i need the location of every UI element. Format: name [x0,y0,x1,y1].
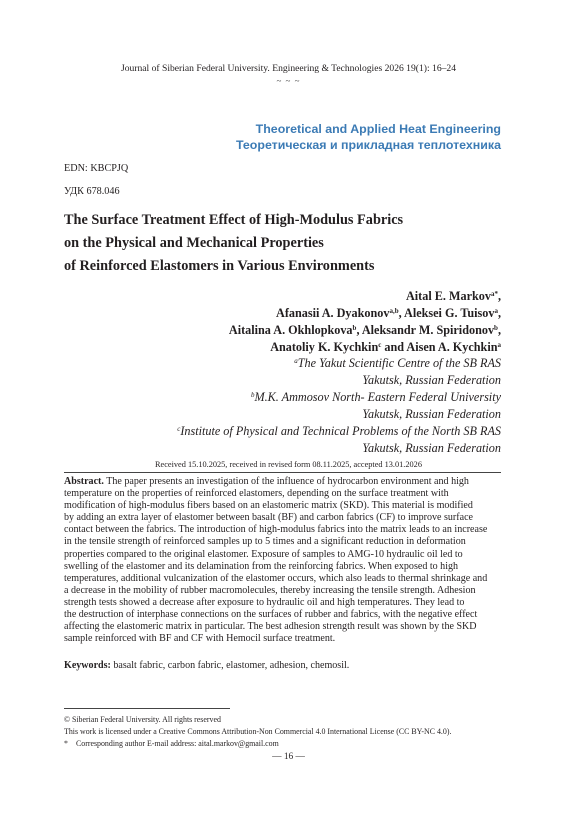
text-segment: , [497,306,501,320]
abstract-line: properties compared to the original elastomer. Exposure of samples to AMG-10 hydraulic oil led to [64,548,463,560]
keywords-label: Keywords: [64,660,111,671]
text-segment: and Aisen A. Kychkin [381,340,498,354]
text-segment: , [497,323,501,337]
affiliation-marker: c [177,425,181,433]
abstract-line: swelling of the elastomer and its delamination from the reinforcing fabrics. When exposed to high [64,560,459,572]
footnote-marker: * [64,739,68,748]
affiliation-line [294,356,501,371]
affiliation-marker: b [250,391,255,399]
footnote-divider [64,708,230,709]
abstract-line: strength tests showed a decrease after exposure to hydraulic oil and high temperatures. They lead to [64,596,465,608]
text-segment: Yakutsk, Russian Federation [362,441,501,455]
edn-code: EDN: KBCPJQ [64,163,129,174]
affiliation-marker: b [352,324,357,332]
abstract-line: by adding an extra layer of elastomer between basalt (BF) and carbon fabrics (CF) to improve surface [64,512,473,524]
text-segment: Yakutsk, Russian Federation [362,407,501,421]
paper-title-line: of Reinforced Elastomers in Various Environments [64,258,375,274]
author-line [229,323,501,338]
received-dates: Received 15.10.2025, received in revised form 08.11.2025, accepted 13.01.2026 [155,460,422,469]
paper-title-line: The Surface Treatment Effect of High-Modulus Fabrics [64,212,404,228]
affiliation-marker: a,b [389,307,399,315]
abstract [64,476,501,645]
affiliation-marker: a* [490,290,498,298]
rubric-russian: Теоретическая и прикладная теплотехника [235,138,501,152]
abstract-line: modification of high-modulus fibers based on an elastomeric matrix (SKD). This material is modified [64,500,473,512]
header-ornament: ~ ~ ~ [276,76,301,86]
abstract-line: affecting the elastomeric matrix in particular. The best adhesion strength result was shown by the SKD [64,621,477,633]
abstract-line: sample reinforced with BF and CF with Hemocil surface treatment. [64,633,336,645]
abstract-line: the destruction of interphase connections on the surfaces of rubber and fabrics, with the negative effect [64,609,478,621]
footnote-copyright: © Siberian Federal University. All rights reserved [64,715,221,724]
affiliation-marker: c [378,341,382,349]
abstract-line: in the tensile strength of reinforced samples up to 5 times and a significant reduction in deformation [64,536,466,548]
text-segment: Aital E. Markov [405,289,491,303]
affiliation-line [251,390,501,405]
author-line [406,289,501,304]
text-segment: , Aleksandr M. Spiridonov [356,323,495,337]
journal-header: Journal of Siberian Federal University. Engineering & Technologies 2026 19(1): 16–24 [120,63,457,74]
text-segment: Afanasii A. Dyakonov [276,306,390,320]
text-segment: M.K. Ammosov North- Eastern Federal University [254,390,501,404]
paper-title-line: on the Physical and Mechanical Properties [64,235,324,251]
abstract-line: The paper presents an investigation of the influence of hydrocarbon environment and high [103,476,469,487]
abstract-line: a decrease in the mobility of rubber macromolecules, thereby increasing the tensile strength. Adhesion [64,584,476,596]
abstract-line: temperature on the properties of reinforced elastomers, depending on the surface treatment with [64,488,449,500]
text-segment: Yakutsk, Russian Federation [362,373,501,387]
abstract-line: temperatures, additional vulcanization of the elastomer occurs, which also leads to thermal shrinkage and [64,572,488,584]
footnote-license: This work is licensed under a Creative Commons Attribution-Non Commercial 4.0 International License (CC BY-NC 4.0). [64,727,452,736]
affiliation-marker: a [497,341,501,349]
keywords-text: basalt fabric, carbon fabric, elastomer, adhesion, chemosil. [110,660,350,671]
author-line [270,340,501,355]
divider [64,472,501,473]
abstract-label: Abstract. [64,476,104,487]
affiliation-line [177,424,501,439]
text-segment: , [497,289,501,303]
udk-code: УДК 678.046 [64,186,120,197]
text-segment: Aitalina A. Okhlopkova [228,323,353,337]
author-line [276,306,501,321]
keywords [64,660,501,671]
affiliation-marker: b [494,324,498,332]
affiliation-marker: a [494,307,498,315]
text-segment: , Aleksei G. Tuisov [398,306,495,320]
text-segment: The Yakut Scientific Centre of the SB RAS [297,356,501,370]
rubric-english: Theoretical and Applied Heat Engineering [255,122,501,136]
footnote-corresponding-author: Corresponding author E-mail address: aital.markov@gmail.com [76,739,279,748]
affiliation-line [362,441,501,456]
text-segment: Institute of Physical and Technical Problems of the North SB RAS [180,424,501,438]
page-number: — 16 — [272,752,305,762]
text-segment: Anatoliy K. Kychkin [270,340,379,354]
affiliation-marker: a [294,357,298,365]
abstract-line: contact between the fabrics. The introduction of high-modulus fabrics into the matrix leads to an increase [64,524,488,536]
affiliation-line [362,407,501,422]
affiliation-line [362,373,501,388]
